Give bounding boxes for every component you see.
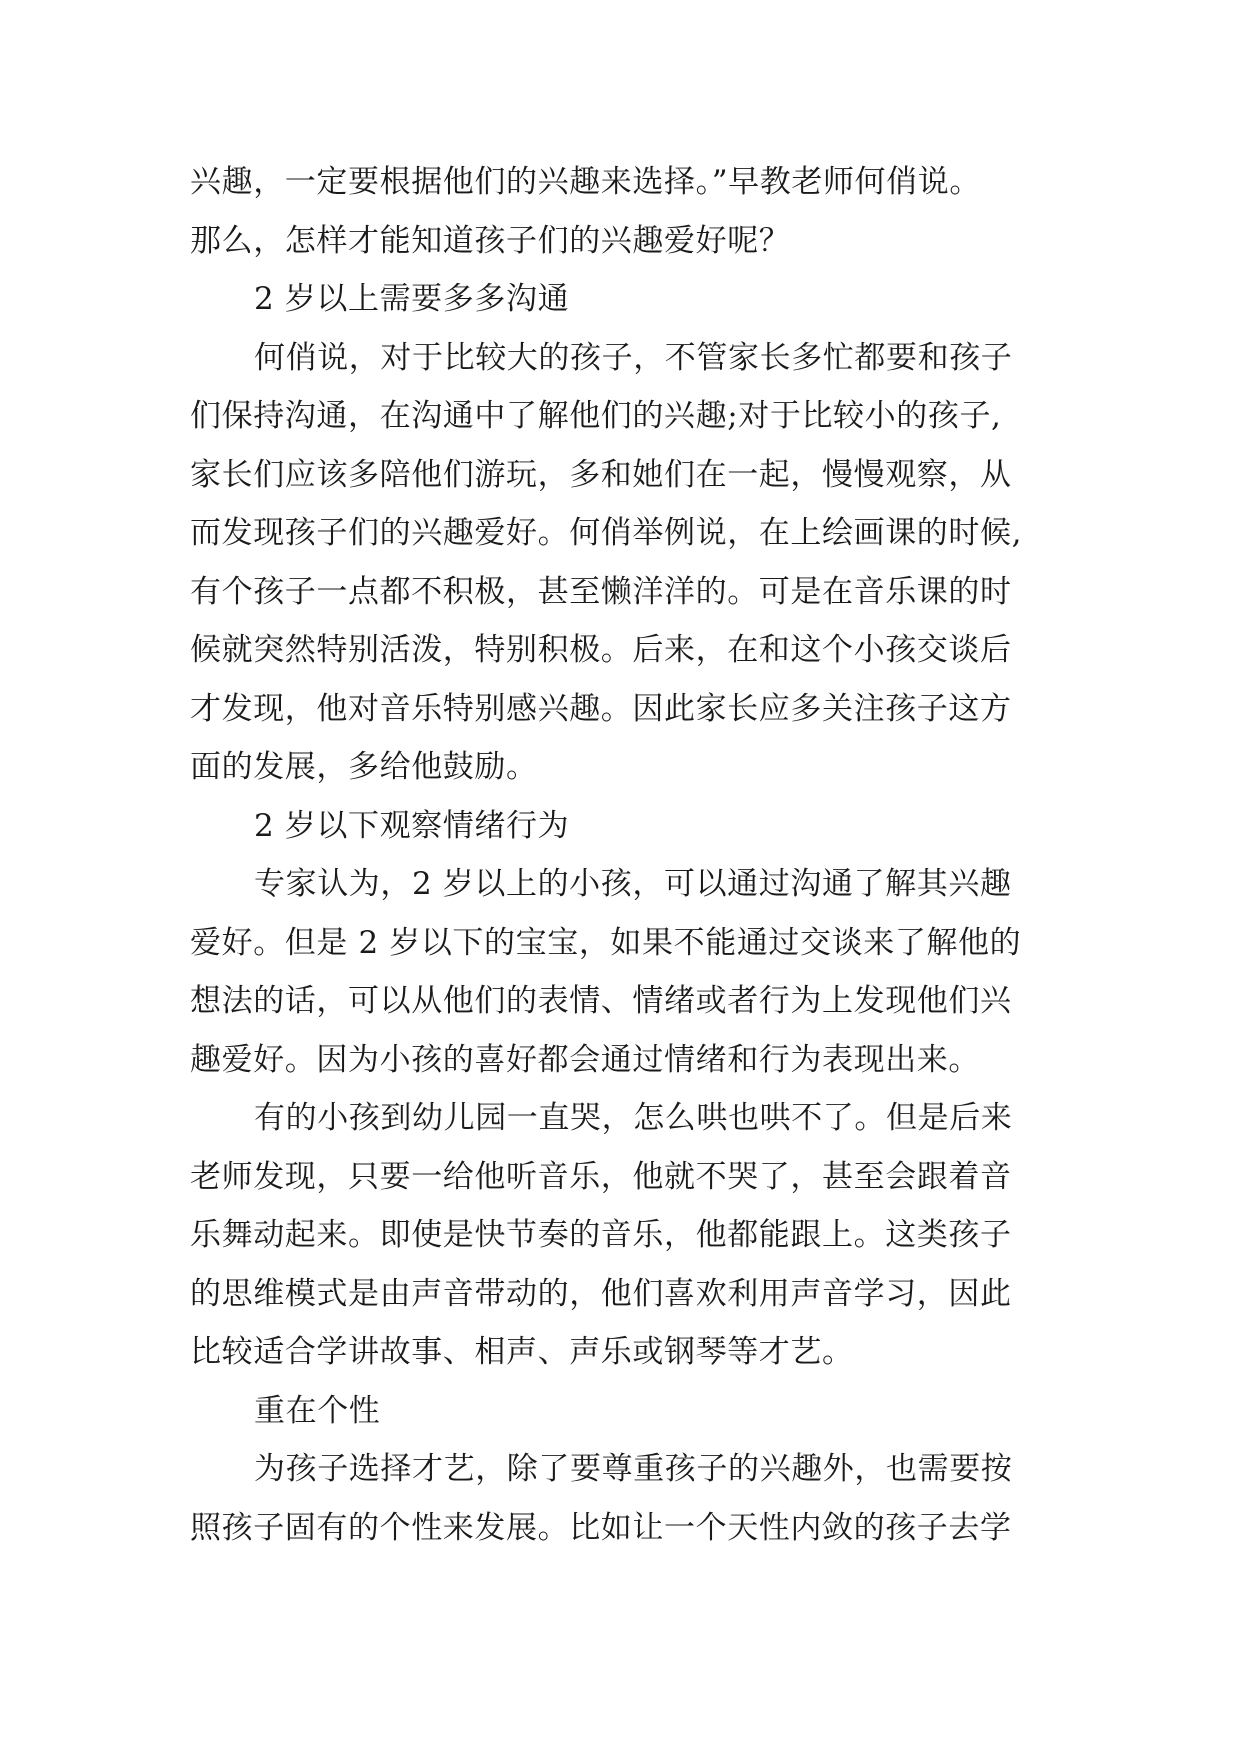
text-line: 照孩子固有的个性来发展。比如让一个天性内敛的孩子去学	[190, 1509, 1012, 1546]
text-line: 专家认为，2 岁以上的小孩，可以通过沟通了解其兴趣	[254, 866, 1012, 902]
text-line: 为孩子选择才艺，除了要尊重孩子的兴趣外，也需要按	[254, 1451, 1013, 1487]
text-line: 想法的话，可以从他们的表情、情绪或者行为上发现他们兴	[190, 983, 1012, 1019]
text-line: 们保持沟通，在沟通中了解他们的兴趣;对于比较小的孩子,	[190, 398, 1002, 434]
text-line: 爱好。但是 2 岁以下的宝宝，如果不能通过交谈来了解他的	[190, 924, 1022, 961]
text-line: 何俏说，对于比较大的孩子，不管家长多忙都要和孩子	[254, 339, 1013, 376]
body-text	[190, 153, 1060, 1557]
text-line: 趣爱好。因为小孩的喜好都会通过情绪和行为表现出来。	[190, 1041, 980, 1078]
text-line: 乐舞动起来。即使是快节奏的音乐，他都能跟上。这类孩子	[190, 1217, 1012, 1253]
text-line: 候就突然特别活泼，特别积极。后来，在和这个小孩交谈后	[190, 632, 1012, 668]
text-line: 有个孩子一点都不积极，甚至懒洋洋的。可是在音乐课的时	[190, 573, 1012, 610]
text-line: 有的小孩到幼儿园一直哭，怎么哄也哄不了。但是后来	[254, 1100, 1013, 1136]
section-heading: 2 岁以下观察情绪行为	[254, 807, 570, 844]
text-line: 才发现，他对音乐特别感兴趣。因此家长应多关注孩子这方	[190, 690, 1012, 727]
section-heading: 2 岁以上需要多多沟通	[254, 281, 570, 317]
text-line: 老师发现，只要一给他听音乐，他就不哭了，甚至会跟着音	[190, 1158, 1012, 1195]
text-line: 的思维模式是由声音带动的，他们喜欢利用声音学习，因此	[190, 1275, 1012, 1312]
text-line: 比较适合学讲故事、相声、声乐或钢琴等才艺。	[190, 1334, 854, 1370]
text-line: 那么，怎样才能知道孩子们的兴趣爱好呢？	[190, 222, 791, 259]
text-line: 面的发展，多给他鼓励。	[190, 749, 538, 785]
text-line: 家长们应该多陪他们游玩，多和她们在一起，慢慢观察，从	[190, 456, 1012, 493]
text-line: 兴趣，一定要根据他们的兴趣来选择。”早教老师何俏说。	[190, 164, 981, 200]
text-line: 而发现孩子们的兴趣爱好。何俏举例说，在上绘画课的时候,	[190, 515, 1023, 551]
section-heading: 重在个性	[254, 1392, 381, 1429]
